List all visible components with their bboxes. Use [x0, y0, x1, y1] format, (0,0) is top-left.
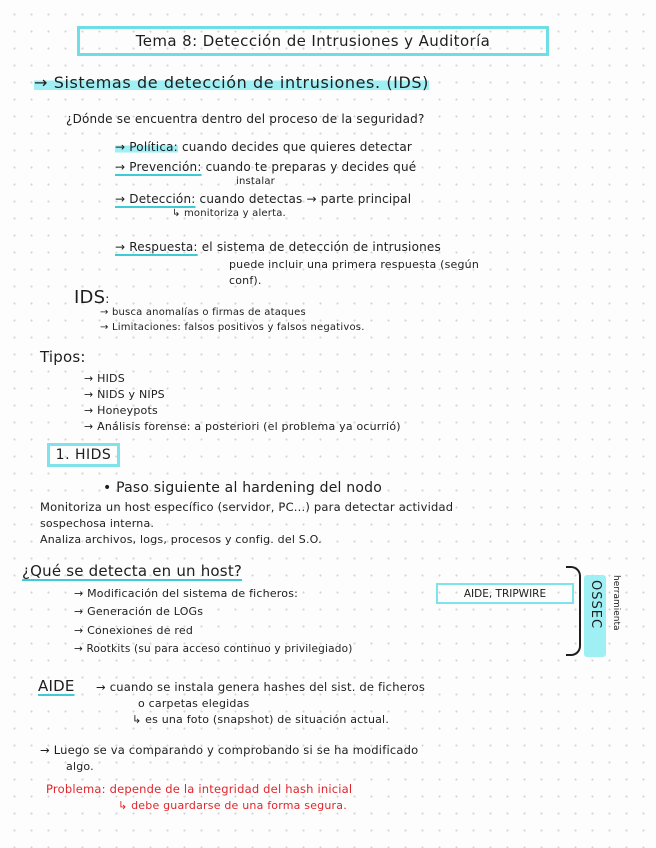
item-respuesta	[115, 240, 441, 254]
problema-line1: Problema: depende de la integridad del hash inicial	[46, 782, 353, 796]
bracket-shape	[566, 566, 581, 656]
item-deteccion	[115, 192, 411, 206]
item-respuesta-text: el sistema de detección de intrusiones	[201, 240, 441, 254]
item-respuesta-cont: puede incluir una primera respuesta (según	[229, 258, 480, 271]
detect-item-logs: → Generación de LOGs	[74, 605, 204, 618]
ids-colon: :	[105, 292, 110, 306]
aide-label-text: AIDE	[38, 677, 75, 695]
item-politica	[115, 140, 412, 154]
hids-step: • Paso siguiente al hardening del nodo	[103, 480, 382, 496]
item-respuesta-cont2: conf).	[229, 274, 262, 287]
ids-line-limitaciones: → Limitaciones: falsos positivos y falsos negativos.	[100, 322, 365, 333]
hids-line3: Analiza archivos, logs, procesos y config. del S.O.	[40, 533, 322, 546]
section-heading-ids	[34, 73, 429, 92]
aide-line4: → Luego se va comparando y comprobando si se ha modificado	[40, 743, 419, 757]
tipo-nids: → NIDS y NIPS	[84, 388, 165, 401]
tipo-hids: → HIDS	[84, 372, 125, 385]
tipo-honeypots: → Honeypots	[84, 404, 158, 417]
aide-line5: algo.	[66, 760, 94, 773]
item-prevencion-text: cuando te preparas y decides qué	[205, 160, 417, 174]
ids-label	[74, 287, 109, 308]
ids-label-text: IDS	[74, 287, 106, 308]
detect-item-rootkits: → Rootkits (su para acceso continuo y privilegiado)	[74, 643, 353, 655]
aide-line2: o carpetas elegidas	[138, 697, 250, 710]
tools-text: AIDE, TRIPWIRE	[463, 587, 547, 600]
tools-box	[436, 583, 574, 604]
aide-line3: ↳ es una foto (snapshot) de situación actual.	[132, 713, 390, 726]
item-deteccion-cont: ↳ monitoriza y alerta.	[172, 208, 286, 219]
detect-item-red: → Conexiones de red	[74, 624, 194, 637]
title-box	[77, 26, 549, 56]
hids-line1: Monitoriza un host específico (servidor, PC...) para detectar actividad	[40, 500, 454, 514]
aide-label	[38, 677, 75, 695]
hids-box	[47, 443, 120, 467]
item-politica-label: → Política:	[115, 140, 178, 154]
ossec-label: OSSEC	[588, 580, 603, 630]
page-title: Tema 8: Detección de Intrusiones y Auditoría	[135, 32, 491, 50]
hids-label: 1. HIDS	[55, 447, 112, 463]
detect-question-text: ¿Qué se detecta en un host?	[22, 562, 243, 580]
item-prevencion	[115, 160, 416, 174]
item-respuesta-label: → Respuesta:	[115, 240, 198, 254]
process-question: ¿Dónde se encuentra dentro del proceso de la seguridad?	[66, 112, 425, 126]
item-prevencion-label: → Prevención:	[115, 160, 202, 174]
hids-line2: sospechosa interna.	[40, 517, 155, 530]
item-deteccion-text: cuando detectas → parte principal	[199, 192, 412, 206]
problema-line2: ↳ debe guardarse de una forma segura.	[118, 799, 347, 812]
item-prevencion-cont: instalar	[236, 176, 275, 187]
tipo-forense: → Análisis forense: a posteriori (el problema ya ocurrió)	[84, 420, 401, 433]
item-deteccion-label: → Detección:	[115, 192, 196, 206]
tipos-label: Tipos:	[40, 348, 86, 366]
section-heading-ids-text: → Sistemas de detección de intrusiones. (IDS)	[34, 73, 430, 92]
detect-question	[22, 562, 242, 580]
detect-item-ficheros: → Modificación del sistema de ficheros:	[74, 587, 299, 600]
item-politica-text: cuando decides que quieres detectar	[181, 140, 413, 154]
herramienta-label: herramienta	[611, 575, 621, 631]
aide-line1: → cuando se instala genera hashes del sist. de ficheros	[96, 680, 426, 694]
ids-line-anomalias: → busca anomalías o firmas de ataques	[100, 307, 306, 318]
